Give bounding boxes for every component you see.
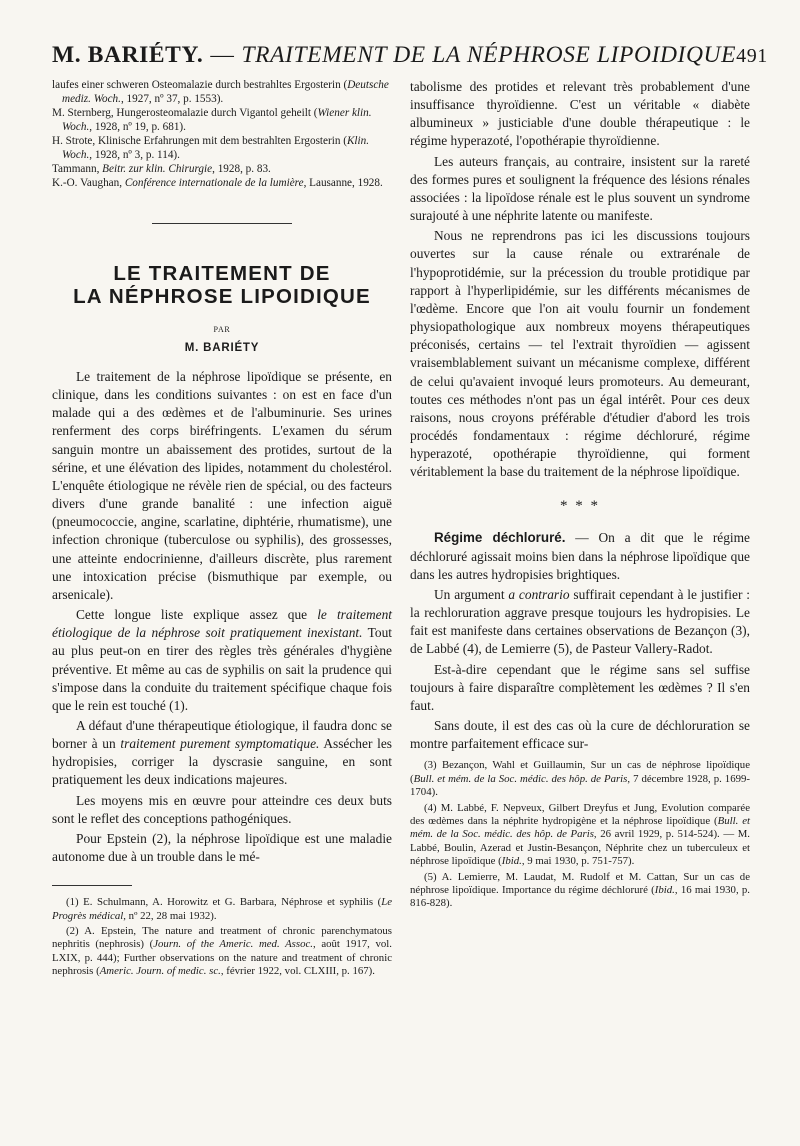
footnote-rule [52,885,132,886]
paragraph: Est-à-dire cependant que le régime sans sel suffise toujours à faire disparaître complètement les œdèmes ? Il s'en faut. [410,661,750,713]
right-footnotes [410,759,750,910]
article-title-line-1: LE TRAITEMENT DE [113,262,331,285]
footnote-5: (5) A. Lemierre, M. Laudat, M. Rudolf et M. Cattan, Sur un cas de néphrose lipoïdique. Importance du régime déchloruré (Ibid., 16 mai 1930, p. 816-828). [410,870,751,910]
header-title: TRAITEMENT DE LA NÉPHROSE LIPOIDIQUE [241,42,737,68]
header-author: M. BARIÉTY. [52,42,204,68]
reference-item: Tammann, Beitr. zur klin. Chirurgie, 1928, p. 83. [52,163,271,175]
paragraph: tabolisme des protides et relevant très probablement d'une insuffisance thyroïdienne. C'est un véritable « diabète albumineux » justiciable d'une double thérapeutique : le régime hyperazoté, l'opothérapie thyroïdienne. [410,79,750,149]
footnote-3: (3) Bezançon, Wahl et Guillaumin, Sur un cas de néphrose lipoïdique (Bull. et mém. de la Soc. médic. des hôp. de Paris, 7 décembre 1928, p. 1699-1704). [410,759,750,799]
paragraph: Sans doute, il est des cas où la cure de déchloruration se montre parfaitement efficace sur- [410,718,750,752]
reference-item: H. Strote, Klinische Erfahrungen mit dem bestrahlten Ergosterin (Klin. Woch., 1928, nº 3, p. 114). [52,135,370,161]
article-title [52,262,392,308]
footnote-4: (4) M. Labbé, F. Nepveux, Gilbert Dreyfus et Jung, Evolution comparée des œdèmes dans la néphrite hydropigène et la néphrose lipoïdique (Bull. et mém. de la Soc. médic. des hôp. de Paris, 26 avril 1929, p. 514-524). — M. Labbé, Boulin, Azerad et Justin-Besançon, Néphrite chez un tuberculeux et néphrose lipoïdique (Ibid., 9 mai 1930, p. 751-757). [410,801,750,868]
paragraph: Un argument a contrario suffirait cependant à le justifier : la rechloruration aggrave presque toujours les hydropisies. Le fait est manifeste dans certaines observations de Bezançon (3), de Labbé (4), de Lemierre (5), de Pasteur Vallery-Radot. [410,586,750,657]
paragraph: Régime déchloruré. — On a dit que le régime déchloruré agissait moins bien dans la néphrose lipoïdique que dans les autres hydropisies brightiques. [410,530,751,582]
left-footnotes [52,896,392,978]
right-column [410,78,750,913]
right-body-text-2 [410,529,750,753]
footnote-1: (1) E. Schulmann, A. Horowitz et G. Barbara, Néphrose et syphilis (Le Progrès médical, nº 22, 28 mai 1932). [52,896,392,922]
reference-item: laufes einer schweren Osteomalazie durch bestrahltes Ergosterin (Deutsche mediz. Woch., 1927, nº 37, p. 1553). [52,79,389,105]
paragraph: Le traitement de la néphrose lipoïdique se présente, en clinique, dans les conditions suivantes : on est en face d'un malade qui a des œdèmes et de l'albuminurie. Ses urines renferment des corps biréfringents. L'examen du sérum sanguin montre un abaissement des protides, surtout de la sérine, et une élévation des lipides, notamment du cholestérol. L'enquête étiologique ne révèle rien de spécial, ou des facteurs divers d'une grande banalité : une infection aiguë (pneumococcie, angine, scarlatine, diphtérie, rhumatisme), une infection chronique (tuberculose ou syphilis), des grossesses, une atteinte endocrinienne, d'ailleurs discrète, plus rarement une intoxication précise (bismuthique par exemple, ou arsenicale). [52,369,392,602]
paragraph: A défaut d'une thérapeutique étiologique, il faudra donc se borner à un traitement purement symptomatique. Assécher les hydropisies, corriger la dyscrasie sanguine, en sont pratiquement les deux indications majeures. [52,717,392,788]
footnote-2: (2) A. Epstein, The nature and treatment of chronic parenchymatous nephritis (nephrosis) (Journ. of the Americ. med. Assoc., août 1917, vol. LXIX, p. 444); Further observations on the nature and treatment of chronic nephrosis (Americ. Journ. of medic. sc., février 1922, vol. CLXIII, p. 167). [52,925,392,978]
right-body-text [410,78,750,481]
reference-list-top [52,78,392,190]
reference-item: M. Sternberg, Hungerosteomalazie durch Vigantol geheilt (Wiener klin. Woch., 1928, nº 19, p. 681). [52,107,372,133]
running-header [52,42,768,69]
paragraph: Pour Epstein (2), la néphrose lipoïdique est une maladie autonome due à un trouble dans le mé- [52,830,392,865]
paragraph: Les moyens mis en œuvre pour atteindre ces deux buts sont le reflet des conceptions pathogéniques. [52,792,392,826]
reference-item: K.-O. Vaughan, Conférence internationale de la lumière, Lausanne, 1928. [52,177,383,189]
article-title-line-2: LA NÉPHROSE LIPOIDIQUE [73,285,371,308]
section-divider [152,223,292,224]
byline-par: PAR [213,325,231,334]
header-separator: — [210,42,235,68]
paragraph: Nous ne reprendrons pas ici les discussions toujours ouvertes sur la cause rénale ou extrarénale de l'hypoprotidémie, sur la précession du trouble protidique par rapport à l'hyperlipidémie, sur les différents mécanismes de l'œdème. Encore que l'on ait voulu fournir un fondement physiopathologique aux nombreux moyens thérapeutiques préconisés, certains — tel l'extrait thyroïdien — agissent vraisemblablement suivant un mécanisme complexe, différent de celui qu'avaient invoqué leurs promoteurs. Au demeurant, toutes ces méthodes n'ont pas un égal intérêt. Pour ces deux raisons, nous croyons préférable d'étudier d'abord les trois procédés fondamentaux : régime déchloruré, régime hyperazoté, opothérapie thyroïdienne, qui forment véritablement la base du traitement de la néphrose lipoïdique. [410,228,750,480]
article-author: M. BARIÉTY [184,342,260,354]
asterism: * * * [560,498,600,515]
section-heading: Régime déchloruré. [434,530,566,546]
page-number: 491 [736,45,768,67]
paragraph: Les auteurs français, au contraire, insistent sur la rareté des formes pures et soulignent la fréquence des lésions rénales associées : la lipoïdose rénale est le plus souvent un syndrome surajouté à une néphrite latente ou manifeste. [410,153,750,224]
paragraph: Cette longue liste explique assez que le traitement étiologique de la néphrose soit pratiquement inexistant. Tout au plus peut-on en tirer des règles très générales d'hygiène préventive. Et même au cas de syphilis on sait la prudence qui s'impose dans la conduite du traitement spécifique chaque fois que le rein est touché (1). [52,607,392,713]
left-body-text [52,368,392,866]
left-column [52,78,392,981]
